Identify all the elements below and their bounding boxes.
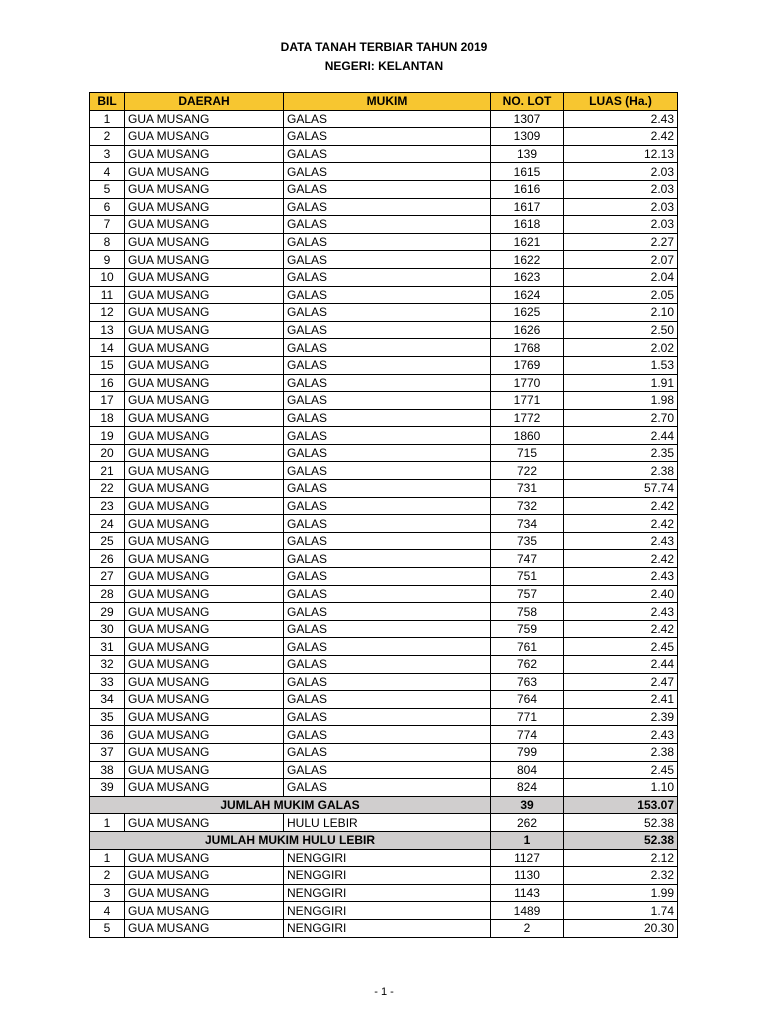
cell-luas: 2.43: [564, 603, 678, 621]
cell-daerah: GUA MUSANG: [125, 339, 284, 357]
table-row: [90, 779, 678, 797]
cell-mukim: GALAS: [284, 585, 491, 603]
cell-daerah: GUA MUSANG: [125, 444, 284, 462]
cell-luas: 1.10: [564, 779, 678, 797]
cell-no-lot: 758: [491, 603, 564, 621]
cell-mukim: GALAS: [284, 374, 491, 392]
cell-luas: 2.50: [564, 321, 678, 339]
cell-no-lot: 715: [491, 444, 564, 462]
cell-mukim: GALAS: [284, 726, 491, 744]
cell-daerah: GUA MUSANG: [125, 145, 284, 163]
cell-bil: 30: [90, 620, 125, 638]
cell-no-lot: 731: [491, 480, 564, 498]
cell-luas: 2.42: [564, 515, 678, 533]
cell-mukim: GALAS: [284, 444, 491, 462]
cell-bil: 19: [90, 427, 125, 445]
cell-bil: 33: [90, 673, 125, 691]
cell-bil: 26: [90, 550, 125, 568]
cell-luas: 1.91: [564, 374, 678, 392]
cell-bil: 27: [90, 568, 125, 586]
table-row: [90, 919, 678, 937]
cell-luas: 2.40: [564, 585, 678, 603]
table-row: [90, 673, 678, 691]
cell-mukim: GALAS: [284, 462, 491, 480]
cell-daerah: GUA MUSANG: [125, 409, 284, 427]
table-row: [90, 761, 678, 779]
cell-no-lot: 774: [491, 726, 564, 744]
table-row: [90, 444, 678, 462]
table-row: [90, 814, 678, 832]
cell-no-lot: 824: [491, 779, 564, 797]
cell-daerah: GUA MUSANG: [125, 110, 284, 128]
cell-mukim: GALAS: [284, 673, 491, 691]
table-row: [90, 110, 678, 128]
subtotal-row: [90, 796, 678, 814]
land-data-table: [89, 92, 678, 938]
table-row: [90, 497, 678, 515]
cell-bil: 31: [90, 638, 125, 656]
cell-mukim: GALAS: [284, 321, 491, 339]
table-row: [90, 356, 678, 374]
cell-no-lot: 759: [491, 620, 564, 638]
cell-daerah: GUA MUSANG: [125, 603, 284, 621]
cell-daerah: GUA MUSANG: [125, 550, 284, 568]
cell-no-lot: 1626: [491, 321, 564, 339]
table-row: [90, 638, 678, 656]
cell-luas: 12.13: [564, 145, 678, 163]
cell-daerah: GUA MUSANG: [125, 532, 284, 550]
cell-daerah: GUA MUSANG: [125, 919, 284, 937]
cell-mukim: GALAS: [284, 233, 491, 251]
cell-bil: 28: [90, 585, 125, 603]
cell-no-lot: 1143: [491, 884, 564, 902]
cell-daerah: GUA MUSANG: [125, 286, 284, 304]
cell-bil: 15: [90, 356, 125, 374]
cell-daerah: GUA MUSANG: [125, 180, 284, 198]
cell-no-lot: 1771: [491, 392, 564, 410]
cell-no-lot: 764: [491, 691, 564, 709]
table-row: [90, 233, 678, 251]
cell-bil: 5: [90, 919, 125, 937]
cell-mukim: GALAS: [284, 532, 491, 550]
table-row: [90, 691, 678, 709]
cell-luas: 1.74: [564, 902, 678, 920]
cell-daerah: GUA MUSANG: [125, 251, 284, 269]
column-header-bil: BIL: [90, 93, 125, 111]
cell-no-lot: 1309: [491, 128, 564, 146]
cell-mukim: NENGGIRI: [284, 919, 491, 937]
cell-mukim: GALAS: [284, 480, 491, 498]
cell-daerah: GUA MUSANG: [125, 726, 284, 744]
subtotal-row: [90, 831, 678, 849]
cell-daerah: GUA MUSANG: [125, 867, 284, 885]
cell-no-lot: 1624: [491, 286, 564, 304]
cell-mukim: GALAS: [284, 656, 491, 674]
cell-no-lot: 734: [491, 515, 564, 533]
cell-no-lot: 1307: [491, 110, 564, 128]
cell-luas: 2.42: [564, 128, 678, 146]
table-row: [90, 550, 678, 568]
cell-no-lot: 1615: [491, 163, 564, 181]
subtotal-lot-count: 1: [491, 831, 564, 849]
cell-luas: 2.47: [564, 673, 678, 691]
cell-mukim: GALAS: [284, 779, 491, 797]
cell-bil: 21: [90, 462, 125, 480]
cell-no-lot: 1489: [491, 902, 564, 920]
cell-mukim: NENGGIRI: [284, 849, 491, 867]
cell-luas: 1.99: [564, 884, 678, 902]
cell-mukim: GALAS: [284, 198, 491, 216]
table-row: [90, 532, 678, 550]
cell-daerah: GUA MUSANG: [125, 568, 284, 586]
cell-mukim: GALAS: [284, 251, 491, 269]
cell-no-lot: 762: [491, 656, 564, 674]
cell-luas: 2.32: [564, 867, 678, 885]
cell-daerah: GUA MUSANG: [125, 849, 284, 867]
cell-no-lot: 1127: [491, 849, 564, 867]
cell-bil: 36: [90, 726, 125, 744]
page-number: - 1 -: [374, 986, 394, 998]
cell-mukim: GALAS: [284, 356, 491, 374]
cell-mukim: GALAS: [284, 110, 491, 128]
cell-luas: 2.44: [564, 656, 678, 674]
cell-luas: 2.42: [564, 550, 678, 568]
subtotal-area: 52.38: [564, 831, 678, 849]
cell-luas: 20.30: [564, 919, 678, 937]
cell-bil: 14: [90, 339, 125, 357]
table-row: [90, 656, 678, 674]
table-row: [90, 515, 678, 533]
cell-mukim: GALAS: [284, 392, 491, 410]
table-row: [90, 708, 678, 726]
table-row: [90, 145, 678, 163]
cell-mukim: GALAS: [284, 128, 491, 146]
cell-mukim: GALAS: [284, 568, 491, 586]
table-row: [90, 321, 678, 339]
cell-bil: 16: [90, 374, 125, 392]
cell-daerah: GUA MUSANG: [125, 638, 284, 656]
table-row: [90, 374, 678, 392]
cell-no-lot: 751: [491, 568, 564, 586]
cell-luas: 2.03: [564, 198, 678, 216]
cell-daerah: GUA MUSANG: [125, 163, 284, 181]
cell-daerah: GUA MUSANG: [125, 427, 284, 445]
cell-luas: 57.74: [564, 480, 678, 498]
cell-mukim: GALAS: [284, 761, 491, 779]
cell-no-lot: 1768: [491, 339, 564, 357]
cell-bil: 2: [90, 867, 125, 885]
cell-mukim: GALAS: [284, 304, 491, 322]
cell-bil: 8: [90, 233, 125, 251]
table-row: [90, 902, 678, 920]
cell-luas: 1.98: [564, 392, 678, 410]
cell-mukim: GALAS: [284, 708, 491, 726]
cell-luas: 2.12: [564, 849, 678, 867]
table-row: [90, 568, 678, 586]
cell-no-lot: 139: [491, 145, 564, 163]
cell-no-lot: 732: [491, 497, 564, 515]
document-subtitle: NEGERI: KELANTAN: [324, 59, 444, 73]
table-row: [90, 251, 678, 269]
document-title: DATA TANAH TERBIAR TAHUN 2019: [280, 40, 488, 54]
cell-luas: 2.07: [564, 251, 678, 269]
cell-daerah: GUA MUSANG: [125, 233, 284, 251]
cell-luas: 2.43: [564, 110, 678, 128]
cell-bil: 1: [90, 849, 125, 867]
cell-mukim: GALAS: [284, 638, 491, 656]
cell-bil: 22: [90, 480, 125, 498]
cell-luas: 2.35: [564, 444, 678, 462]
cell-bil: 25: [90, 532, 125, 550]
cell-luas: 2.03: [564, 180, 678, 198]
table-row: [90, 585, 678, 603]
cell-luas: 2.45: [564, 638, 678, 656]
cell-no-lot: 735: [491, 532, 564, 550]
table-row: [90, 462, 678, 480]
cell-bil: 20: [90, 444, 125, 462]
cell-luas: 2.02: [564, 339, 678, 357]
cell-no-lot: 1770: [491, 374, 564, 392]
cell-no-lot: 804: [491, 761, 564, 779]
cell-daerah: GUA MUSANG: [125, 761, 284, 779]
column-header-luas: LUAS (Ha.): [564, 93, 678, 111]
cell-no-lot: 1616: [491, 180, 564, 198]
cell-daerah: GUA MUSANG: [125, 743, 284, 761]
cell-daerah: GUA MUSANG: [125, 356, 284, 374]
column-header-daerah: DAERAH: [125, 93, 284, 111]
cell-no-lot: 761: [491, 638, 564, 656]
cell-bil: 10: [90, 268, 125, 286]
cell-daerah: GUA MUSANG: [125, 814, 284, 832]
cell-mukim: GALAS: [284, 620, 491, 638]
table-body: [90, 110, 678, 937]
cell-bil: 13: [90, 321, 125, 339]
cell-mukim: NENGGIRI: [284, 902, 491, 920]
table-row: [90, 409, 678, 427]
cell-daerah: GUA MUSANG: [125, 708, 284, 726]
cell-mukim: GALAS: [284, 691, 491, 709]
cell-bil: 5: [90, 180, 125, 198]
cell-mukim: GALAS: [284, 180, 491, 198]
table-row: [90, 867, 678, 885]
cell-bil: 2: [90, 128, 125, 146]
cell-bil: 3: [90, 884, 125, 902]
cell-mukim: GALAS: [284, 603, 491, 621]
cell-daerah: GUA MUSANG: [125, 321, 284, 339]
cell-daerah: GUA MUSANG: [125, 673, 284, 691]
cell-bil: 24: [90, 515, 125, 533]
table-row: [90, 216, 678, 234]
table-row: [90, 304, 678, 322]
cell-bil: 17: [90, 392, 125, 410]
cell-no-lot: 799: [491, 743, 564, 761]
cell-daerah: GUA MUSANG: [125, 462, 284, 480]
table-row: [90, 620, 678, 638]
cell-luas: 2.43: [564, 726, 678, 744]
cell-bil: 12: [90, 304, 125, 322]
cell-bil: 39: [90, 779, 125, 797]
cell-no-lot: 1769: [491, 356, 564, 374]
cell-daerah: GUA MUSANG: [125, 128, 284, 146]
cell-mukim: GALAS: [284, 427, 491, 445]
cell-mukim: GALAS: [284, 743, 491, 761]
cell-no-lot: 771: [491, 708, 564, 726]
cell-daerah: GUA MUSANG: [125, 656, 284, 674]
cell-bil: 1: [90, 110, 125, 128]
cell-no-lot: 763: [491, 673, 564, 691]
cell-no-lot: 722: [491, 462, 564, 480]
cell-no-lot: 1617: [491, 198, 564, 216]
subtotal-label: JUMLAH MUKIM GALAS: [90, 796, 491, 814]
cell-bil: 3: [90, 145, 125, 163]
cell-daerah: GUA MUSANG: [125, 268, 284, 286]
cell-mukim: GALAS: [284, 550, 491, 568]
cell-no-lot: 1623: [491, 268, 564, 286]
cell-luas: 2.70: [564, 409, 678, 427]
cell-no-lot: 262: [491, 814, 564, 832]
table-row: [90, 726, 678, 744]
cell-daerah: GUA MUSANG: [125, 691, 284, 709]
cell-daerah: GUA MUSANG: [125, 779, 284, 797]
cell-bil: 34: [90, 691, 125, 709]
subtotal-area: 153.07: [564, 796, 678, 814]
cell-daerah: GUA MUSANG: [125, 216, 284, 234]
cell-luas: 2.04: [564, 268, 678, 286]
cell-daerah: GUA MUSANG: [125, 585, 284, 603]
cell-bil: 6: [90, 198, 125, 216]
cell-daerah: GUA MUSANG: [125, 374, 284, 392]
cell-mukim: HULU LEBIR: [284, 814, 491, 832]
cell-daerah: GUA MUSANG: [125, 304, 284, 322]
cell-no-lot: 1618: [491, 216, 564, 234]
cell-luas: 2.10: [564, 304, 678, 322]
table-row: [90, 339, 678, 357]
cell-luas: 1.53: [564, 356, 678, 374]
cell-no-lot: 1772: [491, 409, 564, 427]
cell-mukim: GALAS: [284, 163, 491, 181]
cell-luas: 2.03: [564, 163, 678, 181]
cell-bil: 37: [90, 743, 125, 761]
cell-mukim: GALAS: [284, 268, 491, 286]
cell-luas: 2.41: [564, 691, 678, 709]
table-row: [90, 884, 678, 902]
table-row: [90, 743, 678, 761]
cell-mukim: GALAS: [284, 216, 491, 234]
table-row: [90, 480, 678, 498]
cell-daerah: GUA MUSANG: [125, 884, 284, 902]
table-row: [90, 128, 678, 146]
column-header-mukim: MUKIM: [284, 93, 491, 111]
cell-bil: 4: [90, 902, 125, 920]
table-row: [90, 427, 678, 445]
cell-mukim: GALAS: [284, 339, 491, 357]
cell-bil: 38: [90, 761, 125, 779]
cell-luas: 2.05: [564, 286, 678, 304]
cell-mukim: NENGGIRI: [284, 884, 491, 902]
cell-luas: 2.39: [564, 708, 678, 726]
cell-bil: 23: [90, 497, 125, 515]
cell-bil: 29: [90, 603, 125, 621]
cell-no-lot: 747: [491, 550, 564, 568]
cell-bil: 7: [90, 216, 125, 234]
cell-luas: 2.45: [564, 761, 678, 779]
table-row: [90, 180, 678, 198]
table-row: [90, 268, 678, 286]
table-row: [90, 163, 678, 181]
cell-no-lot: 1860: [491, 427, 564, 445]
cell-no-lot: 1621: [491, 233, 564, 251]
cell-luas: 2.38: [564, 743, 678, 761]
cell-no-lot: 1625: [491, 304, 564, 322]
cell-luas: 2.38: [564, 462, 678, 480]
cell-no-lot: 1130: [491, 867, 564, 885]
column-header-no-lot: NO. LOT: [491, 93, 564, 111]
cell-mukim: GALAS: [284, 145, 491, 163]
table-row: [90, 603, 678, 621]
cell-bil: 9: [90, 251, 125, 269]
table-row: [90, 849, 678, 867]
cell-bil: 35: [90, 708, 125, 726]
cell-luas: 2.42: [564, 620, 678, 638]
cell-no-lot: 1622: [491, 251, 564, 269]
cell-mukim: GALAS: [284, 515, 491, 533]
cell-bil: 32: [90, 656, 125, 674]
cell-daerah: GUA MUSANG: [125, 515, 284, 533]
cell-mukim: GALAS: [284, 409, 491, 427]
cell-luas: 2.03: [564, 216, 678, 234]
cell-no-lot: 2: [491, 919, 564, 937]
table-row: [90, 198, 678, 216]
cell-luas: 52.38: [564, 814, 678, 832]
cell-daerah: GUA MUSANG: [125, 620, 284, 638]
cell-mukim: GALAS: [284, 286, 491, 304]
cell-daerah: GUA MUSANG: [125, 392, 284, 410]
cell-luas: 2.42: [564, 497, 678, 515]
cell-bil: 18: [90, 409, 125, 427]
subtotal-lot-count: 39: [491, 796, 564, 814]
cell-daerah: GUA MUSANG: [125, 902, 284, 920]
cell-luas: 2.43: [564, 568, 678, 586]
table-row: [90, 286, 678, 304]
cell-daerah: GUA MUSANG: [125, 497, 284, 515]
cell-luas: 2.43: [564, 532, 678, 550]
cell-mukim: GALAS: [284, 497, 491, 515]
cell-luas: 2.44: [564, 427, 678, 445]
cell-daerah: GUA MUSANG: [125, 480, 284, 498]
cell-luas: 2.27: [564, 233, 678, 251]
cell-mukim: NENGGIRI: [284, 867, 491, 885]
cell-bil: 11: [90, 286, 125, 304]
table-header-row: [90, 93, 678, 111]
cell-bil: 1: [90, 814, 125, 832]
cell-no-lot: 757: [491, 585, 564, 603]
subtotal-label: JUMLAH MUKIM HULU LEBIR: [90, 831, 491, 849]
cell-daerah: GUA MUSANG: [125, 198, 284, 216]
cell-bil: 4: [90, 163, 125, 181]
table-row: [90, 392, 678, 410]
